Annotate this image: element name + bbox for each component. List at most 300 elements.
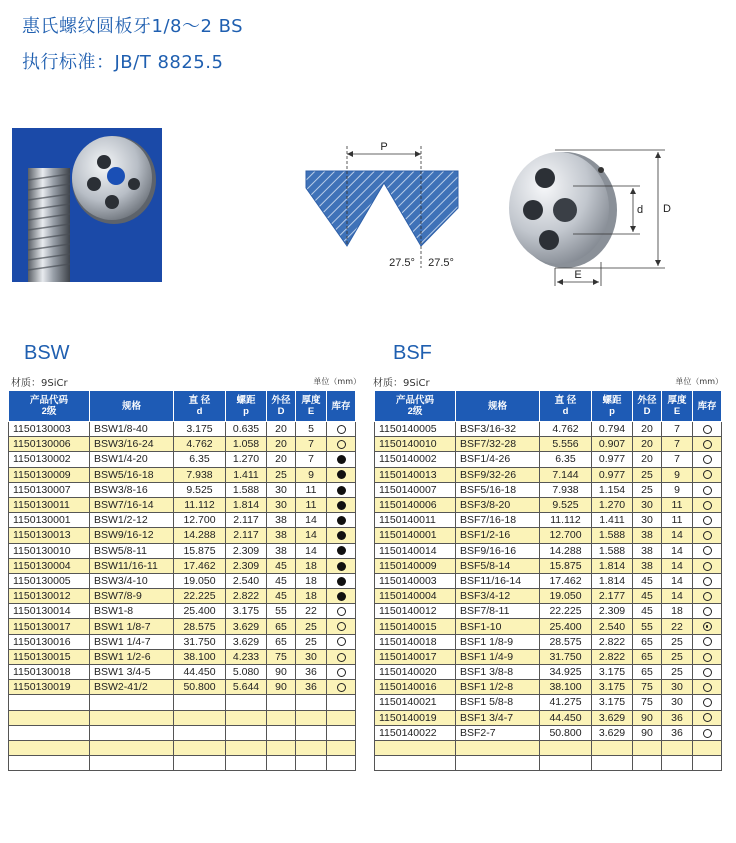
stock-open-icon xyxy=(703,653,712,662)
cell-code xyxy=(375,740,456,755)
cell-code: 1150130014 xyxy=(9,604,90,619)
cell-E: 36 xyxy=(296,665,327,680)
cell-E: 22 xyxy=(662,619,693,634)
cell-D: 55 xyxy=(267,604,296,619)
cell-spec: BSW1/4-20 xyxy=(90,452,174,467)
cell-stock xyxy=(327,740,356,755)
cell-d: 4.762 xyxy=(540,422,592,437)
cell-p: 5.644 xyxy=(226,680,267,695)
cell-d: 34.925 xyxy=(540,665,592,680)
cell-stock xyxy=(327,604,356,619)
cell-d: 6.35 xyxy=(540,452,592,467)
cell-spec: BSW5/16-18 xyxy=(90,467,174,482)
cell-p: 1.588 xyxy=(226,482,267,497)
cell-spec: BSF3/4-12 xyxy=(456,589,540,604)
stock-open-icon xyxy=(703,562,712,571)
cell-spec: BSW1/8-40 xyxy=(90,422,174,437)
column-header-p xyxy=(592,391,633,422)
cell-code: 1150140017 xyxy=(375,649,456,664)
stock-filled-icon xyxy=(337,486,346,495)
table-row xyxy=(9,513,356,528)
table-row xyxy=(375,710,722,725)
cell-E: 7 xyxy=(296,437,327,452)
column-header-line1: 螺距 xyxy=(602,395,622,406)
cell-d: 11.112 xyxy=(174,497,226,512)
column-header-line1: 直 径 xyxy=(188,395,211,406)
cell-code: 1150130004 xyxy=(9,558,90,573)
page-title: 惠氏螺纹圆板牙1/8～2 BS xyxy=(22,16,244,37)
stock-open-icon xyxy=(703,546,712,555)
cell-D: 30 xyxy=(633,513,662,528)
cell-D: 20 xyxy=(633,422,662,437)
table-row xyxy=(375,725,722,740)
cell-E: 36 xyxy=(662,710,693,725)
cell-E: 18 xyxy=(296,558,327,573)
cell-E xyxy=(296,756,327,771)
cell-d xyxy=(174,740,226,755)
cell-code: 1150130010 xyxy=(9,543,90,558)
cell-p: 1.588 xyxy=(592,543,633,558)
cell-d: 28.575 xyxy=(540,634,592,649)
bsf-material: 材质：9SiCr xyxy=(373,378,430,389)
cell-spec: BSW1/2-12 xyxy=(90,513,174,528)
table-row xyxy=(9,634,356,649)
cell-D: 65 xyxy=(633,649,662,664)
stock-open-icon xyxy=(703,516,712,525)
cell-D xyxy=(267,710,296,725)
cell-spec: BSF1 3/8-8 xyxy=(456,665,540,680)
stock-open-icon xyxy=(703,486,712,495)
stock-open-icon xyxy=(703,729,712,738)
cell-p xyxy=(592,740,633,755)
cell-d: 22.225 xyxy=(174,589,226,604)
cell-p: 4.233 xyxy=(226,649,267,664)
table-row xyxy=(375,604,722,619)
table-row xyxy=(375,437,722,452)
cell-E: 14 xyxy=(662,543,693,558)
cell-d: 25.400 xyxy=(540,619,592,634)
empty-table-row xyxy=(9,756,356,771)
cell-E: 11 xyxy=(296,482,327,497)
cell-p: 3.629 xyxy=(226,634,267,649)
cell-d xyxy=(174,756,226,771)
cell-d: 7.938 xyxy=(174,467,226,482)
table-row xyxy=(375,695,722,710)
cell-code xyxy=(9,710,90,725)
cell-spec: BSF7/8-11 xyxy=(456,604,540,619)
table-row xyxy=(9,497,356,512)
cell-code: 1150140001 xyxy=(375,528,456,543)
table-header-row xyxy=(375,391,722,422)
cell-code: 1150140019 xyxy=(375,710,456,725)
cell-D: 45 xyxy=(267,558,296,573)
column-header-line1: 厚度 xyxy=(667,395,687,406)
empty-table-row xyxy=(9,695,356,710)
cell-stock xyxy=(693,437,722,452)
cell-E xyxy=(296,695,327,710)
column-header-p xyxy=(226,391,267,422)
cell-code xyxy=(9,740,90,755)
cell-stock xyxy=(693,740,722,755)
stock-dot-icon xyxy=(703,622,712,631)
cell-p: 2.822 xyxy=(592,649,633,664)
cell-D: 90 xyxy=(633,710,662,725)
cell-p: 1.154 xyxy=(592,482,633,497)
cell-p: 2.309 xyxy=(226,543,267,558)
cell-E: 25 xyxy=(662,665,693,680)
bsw-unit: 单位（mm） xyxy=(313,377,361,386)
table-row xyxy=(375,482,722,497)
die-thread-diameter-label: d xyxy=(637,204,644,216)
column-header-line2: 2级 xyxy=(41,406,57,417)
cell-d: 50.800 xyxy=(540,725,592,740)
cell-p: 2.309 xyxy=(226,558,267,573)
cell-d xyxy=(174,710,226,725)
cell-D: 30 xyxy=(267,497,296,512)
cell-stock xyxy=(327,573,356,588)
cell-p: 0.907 xyxy=(592,437,633,452)
cell-p: 1.270 xyxy=(226,452,267,467)
cell-D: 90 xyxy=(267,665,296,680)
cell-E: 7 xyxy=(662,452,693,467)
cell-stock xyxy=(327,422,356,437)
cell-p: 0.977 xyxy=(592,452,633,467)
stock-open-icon xyxy=(703,592,712,601)
cell-p: 2.540 xyxy=(592,619,633,634)
stock-open-icon xyxy=(703,698,712,707)
cell-code: 1150140012 xyxy=(375,604,456,619)
cell-E: 30 xyxy=(662,680,693,695)
column-header-d xyxy=(174,391,226,422)
empty-table-row xyxy=(9,710,356,725)
column-header-line2: d xyxy=(562,406,569,417)
cell-d: 9.525 xyxy=(174,482,226,497)
product-photo xyxy=(12,128,162,282)
cell-spec: BSW1 3/4-5 xyxy=(90,665,174,680)
cell-D: 65 xyxy=(633,665,662,680)
bsw-table xyxy=(8,390,356,771)
cell-p: 2.117 xyxy=(226,513,267,528)
cell-E: 7 xyxy=(662,437,693,452)
cell-p xyxy=(226,725,267,740)
cell-stock xyxy=(327,482,356,497)
cell-D: 20 xyxy=(267,452,296,467)
cell-code: 1150140016 xyxy=(375,680,456,695)
column-header-line1: 库存 xyxy=(697,400,717,412)
cell-p: 3.175 xyxy=(592,695,633,710)
cell-D: 38 xyxy=(267,528,296,543)
cell-stock xyxy=(693,665,722,680)
stock-filled-icon xyxy=(337,516,346,525)
cell-p: 2.540 xyxy=(226,573,267,588)
column-header-line1: 库存 xyxy=(331,400,351,412)
cell-spec xyxy=(90,695,174,710)
table-row xyxy=(375,497,722,512)
table-row xyxy=(375,573,722,588)
cell-D: 75 xyxy=(633,695,662,710)
cell-spec: BSF1 5/8-8 xyxy=(456,695,540,710)
column-header-line1: 厚度 xyxy=(301,395,321,406)
cell-p: 1.058 xyxy=(226,437,267,452)
table-row xyxy=(9,573,356,588)
cell-p: 2.177 xyxy=(592,589,633,604)
stock-filled-icon xyxy=(337,531,346,540)
cell-spec: BSF3/16-32 xyxy=(456,422,540,437)
cell-stock xyxy=(693,543,722,558)
cell-p: 1.411 xyxy=(226,467,267,482)
cell-p: 3.629 xyxy=(592,725,633,740)
cell-D: 45 xyxy=(267,589,296,604)
cell-code xyxy=(9,695,90,710)
cell-spec: BSW1 1/8-7 xyxy=(90,619,174,634)
cell-spec: BSF1-10 xyxy=(456,619,540,634)
cell-p: 1.814 xyxy=(226,497,267,512)
empty-table-row xyxy=(375,740,722,755)
column-header-line2: D xyxy=(277,406,285,417)
table-row xyxy=(9,680,356,695)
cell-stock xyxy=(693,725,722,740)
table-row xyxy=(9,422,356,437)
table-row xyxy=(375,513,722,528)
table-row xyxy=(9,589,356,604)
cell-D xyxy=(633,756,662,771)
column-header-code xyxy=(375,391,456,422)
cell-E: 14 xyxy=(296,513,327,528)
cell-stock xyxy=(693,680,722,695)
stock-open-icon xyxy=(337,607,346,616)
cell-stock xyxy=(327,467,356,482)
cell-D xyxy=(267,725,296,740)
cell-spec: BSF7/16-18 xyxy=(456,513,540,528)
table-row xyxy=(375,528,722,543)
cell-d xyxy=(174,695,226,710)
cell-stock xyxy=(693,710,722,725)
column-header-line1: 规格 xyxy=(487,400,507,412)
cell-p: 0.977 xyxy=(592,467,633,482)
column-header-line1: 外径 xyxy=(271,395,291,406)
cell-p: 0.794 xyxy=(592,422,633,437)
cell-d xyxy=(174,725,226,740)
cell-p xyxy=(592,756,633,771)
column-header-spec xyxy=(90,391,174,422)
cell-spec: BSW3/8-16 xyxy=(90,482,174,497)
cell-spec xyxy=(90,725,174,740)
stock-filled-icon xyxy=(337,546,346,555)
cell-D: 45 xyxy=(633,589,662,604)
cell-D: 38 xyxy=(267,513,296,528)
cell-p: 2.309 xyxy=(592,604,633,619)
cell-stock xyxy=(327,619,356,634)
empty-table-row xyxy=(9,725,356,740)
stock-open-icon xyxy=(337,683,346,692)
cell-code: 1150130016 xyxy=(9,634,90,649)
table-row xyxy=(375,619,722,634)
cell-spec: BSW2-41/2 xyxy=(90,680,174,695)
cell-p: 3.175 xyxy=(592,665,633,680)
cell-E xyxy=(296,740,327,755)
cell-spec: BSW1-8 xyxy=(90,604,174,619)
cell-d: 44.450 xyxy=(540,710,592,725)
cell-stock xyxy=(327,543,356,558)
cell-stock xyxy=(327,589,356,604)
cell-code: 1150140020 xyxy=(375,665,456,680)
cell-E: 7 xyxy=(296,452,327,467)
table-row xyxy=(9,604,356,619)
table-row xyxy=(9,649,356,664)
cell-spec xyxy=(90,710,174,725)
round-die-diagram xyxy=(505,140,685,290)
column-header-stock xyxy=(327,391,356,422)
cell-code: 1150140004 xyxy=(375,589,456,604)
cell-D: 75 xyxy=(267,649,296,664)
cell-stock xyxy=(693,756,722,771)
cell-code: 1150140015 xyxy=(375,619,456,634)
cell-spec xyxy=(90,756,174,771)
cell-E: 11 xyxy=(296,497,327,512)
cell-p: 3.629 xyxy=(226,619,267,634)
bsf-table xyxy=(374,390,722,771)
column-header-line2: E xyxy=(307,406,315,417)
column-header-line1: 产品代码 xyxy=(29,395,68,406)
cell-spec: BSW1 1/2-6 xyxy=(90,649,174,664)
stock-open-icon xyxy=(337,637,346,646)
cell-d xyxy=(540,756,592,771)
stock-open-icon xyxy=(703,683,712,692)
bsw-section-title: BSW xyxy=(24,342,70,364)
cell-spec: BSW3/4-10 xyxy=(90,573,174,588)
cell-D xyxy=(267,695,296,710)
cell-E: 14 xyxy=(296,528,327,543)
cell-code: 1150140009 xyxy=(375,558,456,573)
cell-D: 90 xyxy=(267,680,296,695)
cell-d: 5.556 xyxy=(540,437,592,452)
table-row xyxy=(9,437,356,452)
die-thickness-label: E xyxy=(574,269,582,281)
table-row xyxy=(9,558,356,573)
stock-open-icon xyxy=(703,577,712,586)
cell-stock xyxy=(327,725,356,740)
cell-E: 5 xyxy=(296,422,327,437)
empty-table-row xyxy=(9,740,356,755)
table-row xyxy=(9,619,356,634)
stock-open-icon xyxy=(703,455,712,464)
table-row xyxy=(375,558,722,573)
column-header-line1: 规格 xyxy=(121,400,141,412)
cell-spec xyxy=(90,740,174,755)
table-row xyxy=(9,528,356,543)
column-header-code xyxy=(9,391,90,422)
cell-stock xyxy=(693,528,722,543)
cell-E: 11 xyxy=(662,497,693,512)
cell-D xyxy=(267,740,296,755)
cell-D: 20 xyxy=(267,422,296,437)
cell-spec xyxy=(456,756,540,771)
stock-open-icon xyxy=(337,668,346,677)
cell-E xyxy=(662,756,693,771)
cell-D: 45 xyxy=(633,604,662,619)
cell-p: 3.175 xyxy=(592,680,633,695)
column-header-stock xyxy=(693,391,722,422)
cell-E xyxy=(662,740,693,755)
cell-d: 3.175 xyxy=(174,422,226,437)
cell-spec: BSF9/32-26 xyxy=(456,467,540,482)
cell-stock xyxy=(693,558,722,573)
bsf-meta xyxy=(373,374,723,389)
standard-label: 执行标准：JB/T 8825.5 xyxy=(22,52,224,73)
stock-open-icon xyxy=(703,425,712,434)
cell-code: 1150130009 xyxy=(9,467,90,482)
column-header-D xyxy=(267,391,296,422)
cell-spec: BSW9/16-12 xyxy=(90,528,174,543)
cell-D: 90 xyxy=(633,725,662,740)
stock-open-icon xyxy=(703,440,712,449)
cell-E: 30 xyxy=(662,695,693,710)
cell-stock xyxy=(693,589,722,604)
cell-spec: BSF5/16-18 xyxy=(456,482,540,497)
column-header-line1: 螺距 xyxy=(236,395,256,406)
stock-filled-icon xyxy=(337,470,346,479)
cell-stock xyxy=(693,467,722,482)
cell-E: 14 xyxy=(662,528,693,543)
cell-spec: BSF11/16-14 xyxy=(456,573,540,588)
cell-D: 30 xyxy=(267,482,296,497)
bsw-meta xyxy=(11,374,361,389)
column-header-line2: p xyxy=(609,406,615,417)
stock-open-icon xyxy=(703,713,712,722)
cell-D: 65 xyxy=(267,634,296,649)
cell-D xyxy=(267,756,296,771)
cell-d: 12.700 xyxy=(174,513,226,528)
cell-code: 1150130018 xyxy=(9,665,90,680)
stock-open-icon xyxy=(703,607,712,616)
cell-E xyxy=(296,725,327,740)
bsf-unit: 单位（mm） xyxy=(675,377,723,386)
cell-E: 14 xyxy=(296,543,327,558)
stock-filled-icon xyxy=(337,501,346,510)
cell-code: 1150140005 xyxy=(375,422,456,437)
cell-stock xyxy=(327,680,356,695)
cell-D: 38 xyxy=(633,558,662,573)
cell-stock xyxy=(693,619,722,634)
cell-E: 18 xyxy=(296,589,327,604)
cell-spec: BSW7/8-9 xyxy=(90,589,174,604)
cell-E: 7 xyxy=(662,422,693,437)
cell-p: 0.635 xyxy=(226,422,267,437)
cell-d: 41.275 xyxy=(540,695,592,710)
cell-D: 38 xyxy=(633,528,662,543)
cell-stock xyxy=(693,422,722,437)
cell-d xyxy=(540,740,592,755)
cell-D: 38 xyxy=(267,543,296,558)
cell-spec: BSF2-7 xyxy=(456,725,540,740)
cell-d: 4.762 xyxy=(174,437,226,452)
cell-p: 1.411 xyxy=(592,513,633,528)
cell-stock xyxy=(693,634,722,649)
cell-p: 1.588 xyxy=(592,528,633,543)
cell-p: 1.814 xyxy=(592,573,633,588)
cell-E: 11 xyxy=(662,513,693,528)
cell-stock xyxy=(693,482,722,497)
cell-p: 2.117 xyxy=(226,528,267,543)
table-row xyxy=(375,467,722,482)
cell-p xyxy=(226,710,267,725)
cell-d: 7.144 xyxy=(540,467,592,482)
cell-stock xyxy=(327,452,356,467)
stock-open-icon xyxy=(337,653,346,662)
cell-E: 9 xyxy=(662,467,693,482)
column-header-line2: D xyxy=(643,406,651,417)
cell-stock xyxy=(327,756,356,771)
